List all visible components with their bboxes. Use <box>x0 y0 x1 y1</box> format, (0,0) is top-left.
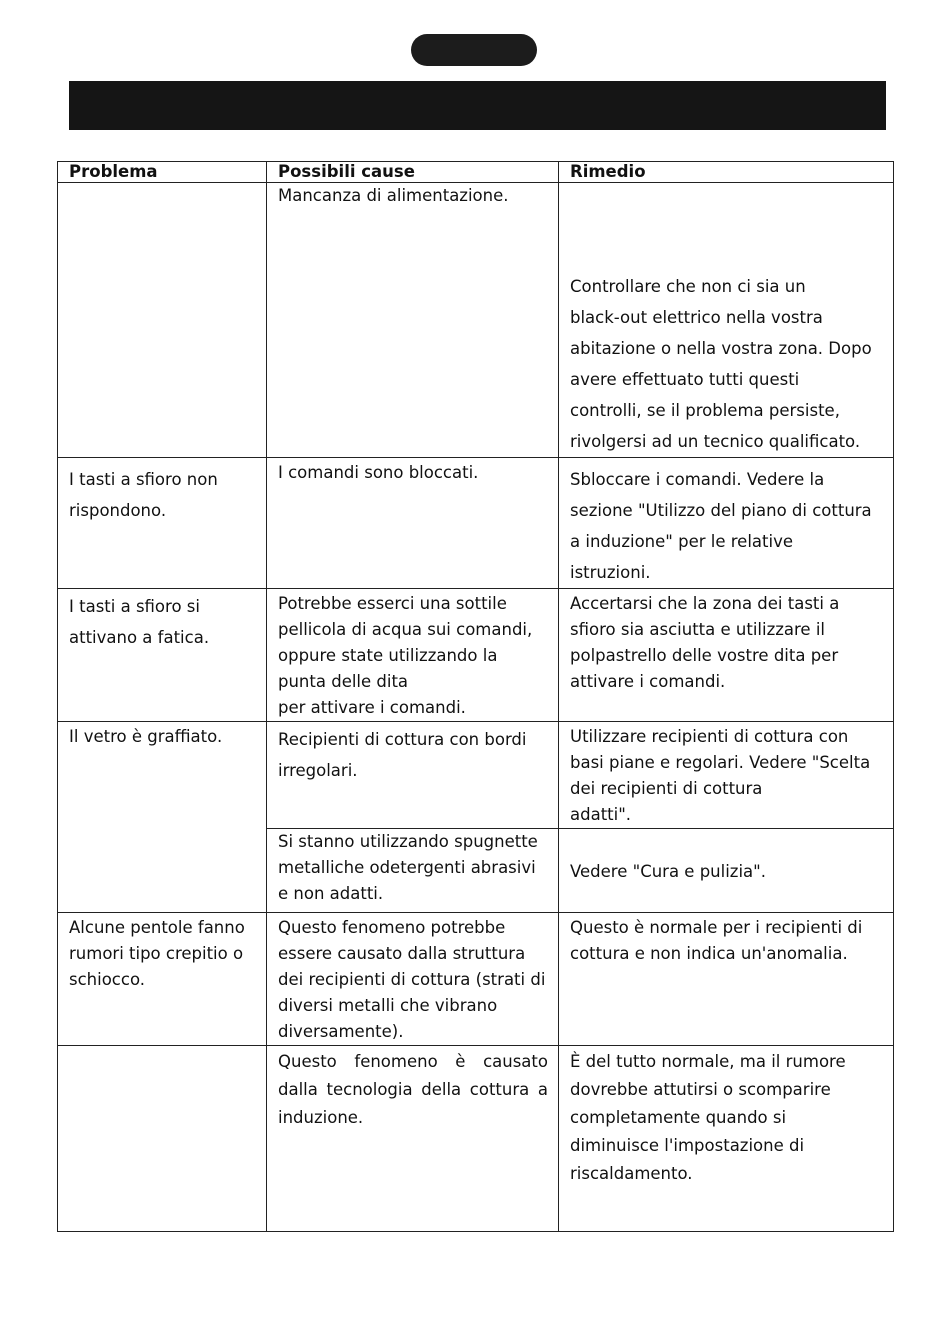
remedy-text: Controllare che non ci sia un black-out elettrico nella vostra abitazione o nella vostra zona. Dopo avere effettuato tutti questi controlli, se il problema persiste, rivolgersi ad un tecnico qualificato. <box>570 277 872 451</box>
table-row <box>58 1046 894 1232</box>
problem-cell <box>58 183 267 458</box>
remedy-text: Questo è normale per i recipienti di cottura e non indica un'anomalia. <box>570 918 863 963</box>
table-row <box>58 913 894 1046</box>
table-header-row <box>58 162 894 183</box>
cause-text: Recipienti di cottura con bordi irregolari. <box>278 730 527 780</box>
problem-cell <box>58 589 267 722</box>
section-pill-tab <box>411 34 537 66</box>
cause-text: Questo fenomeno potrebbe essere causato dalla struttura dei recipienti di cottura (strati di diversi metalli che vibrano diversamente). <box>278 918 546 1041</box>
header-problem: Problema <box>58 162 267 183</box>
troubleshooting-table <box>57 161 894 1232</box>
cause-text: I comandi sono bloccati. <box>278 463 479 482</box>
table-row <box>58 183 894 458</box>
remedy-cell <box>559 458 894 589</box>
remedy-text: Vedere "Cura e pulizia". <box>570 862 766 881</box>
remedy-text: Accertarsi che la zona dei tasti a sfioro sia asciutta e utilizzare il polpastrello delle vostre dita per attivare i comandi. <box>570 594 840 691</box>
remedy-text: Sbloccare i comandi. Vedere la sezione "Utilizzo del piano di cottura a induzione" per le relative istruzioni. <box>570 470 872 582</box>
section-title-bar <box>69 81 886 130</box>
remedy-cell <box>559 1046 894 1232</box>
problem-cell <box>58 913 267 1046</box>
cause-cell <box>267 183 559 458</box>
cause-text: Potrebbe esserci una sottile pellicola di acqua sui comandi, oppure state utilizzando la punta delle dita per attivare i comandi. <box>278 594 533 717</box>
header-causes: Possibili cause <box>267 162 559 183</box>
cause-cell <box>267 589 559 722</box>
table-row <box>58 589 894 722</box>
table-row <box>58 458 894 589</box>
problem-text: I tasti a sfioro non rispondono. <box>69 470 218 520</box>
cause-cell <box>267 722 559 829</box>
problem-text: Il vetro è graffiato. <box>69 727 223 746</box>
remedy-text: Utilizzare recipienti di cottura con basi piane e regolari. Vedere "Scelta dei recipienti di cottura adatti". <box>570 727 871 824</box>
remedy-text: È del tutto normale, ma il rumore dovrebbe attutirsi o scomparire completamente quando si diminuisce l'impostazione di riscaldamento. <box>570 1052 846 1183</box>
problem-cell <box>58 458 267 589</box>
remedy-cell <box>559 589 894 722</box>
cause-cell <box>267 913 559 1046</box>
table-row <box>58 722 894 829</box>
remedy-cell <box>559 183 894 458</box>
cause-text: Mancanza di alimentazione. <box>278 186 509 205</box>
problem-text: I tasti a sfioro si attivano a fatica. <box>69 597 210 647</box>
remedy-cell <box>559 913 894 1046</box>
remedy-cell <box>559 829 894 913</box>
header-remedy: Rimedio <box>559 162 894 183</box>
cause-cell <box>267 1046 559 1232</box>
cause-cell <box>267 829 559 913</box>
problem-cell <box>58 722 267 913</box>
remedy-cell <box>559 722 894 829</box>
cause-text: Questo fenomeno è causato dalla tecnologia della cottura a induzione. <box>278 1052 548 1127</box>
problem-text: Alcune pentole fanno rumori tipo crepitio o schiocco. <box>69 918 245 989</box>
cause-text: Si stanno utilizzando spugnette metalliche odetergenti abrasivi e non adatti. <box>278 832 538 903</box>
problem-cell <box>58 1046 267 1232</box>
cause-cell <box>267 458 559 589</box>
